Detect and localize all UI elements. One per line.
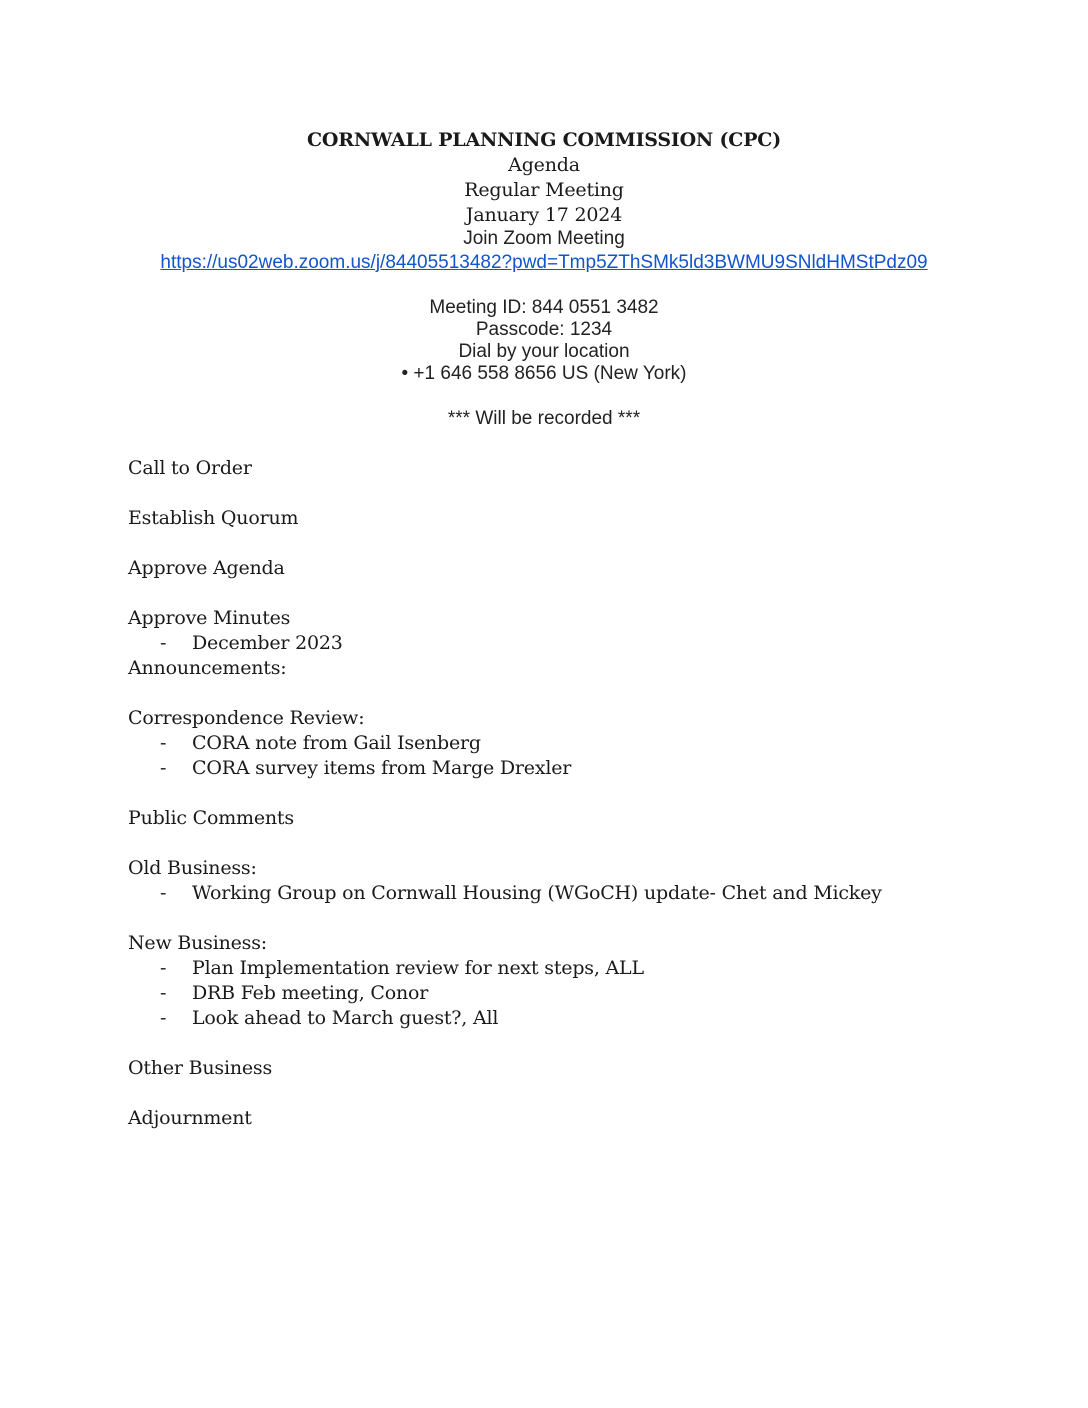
agenda-correspondence-review: Correspondence Review:	[128, 707, 365, 729]
agenda-public-comments: Public Comments	[128, 807, 294, 829]
list-item: - Look ahead to March guest?, All	[160, 1007, 499, 1029]
passcode: Passcode: 1234	[475, 319, 613, 340]
approve-minutes-list	[128, 631, 1028, 656]
zoom-meeting-link[interactable]: https://us02web.zoom.us/j/84405513482?pwd=Tmp5ZThSMk5ld3BWMU9SNldHMStPdz09	[160, 252, 928, 273]
meeting-type: Regular Meeting	[464, 179, 624, 201]
agenda-header	[0, 128, 1088, 430]
zoom-label: Join Zoom Meeting	[463, 228, 625, 249]
dash-bullet: -	[160, 957, 167, 979]
agenda-old-business: Old Business:	[128, 857, 257, 879]
agenda-new-business: New Business:	[128, 932, 267, 954]
agenda-adjournment: Adjournment	[128, 1107, 252, 1129]
commission-title: CORNWALL PLANNING COMMISSION (CPC)	[306, 129, 782, 151]
new-business-list	[128, 956, 1028, 1031]
dash-bullet: -	[160, 632, 167, 654]
list-item: - Working Group on Cornwall Housing (WGoCH) update- Chet and Mickey	[160, 882, 882, 904]
list-item: - CORA note from Gail Isenberg	[160, 732, 481, 754]
correspondence-list	[128, 731, 1028, 781]
recorded-note: *** Will be recorded ***	[447, 408, 641, 429]
dash-bullet: -	[160, 882, 167, 904]
dash-bullet: -	[160, 982, 167, 1004]
dash-bullet: -	[160, 1007, 167, 1029]
meeting-date: January 17 2024	[465, 204, 623, 226]
dash-bullet: -	[160, 732, 167, 754]
list-item: - December 2023	[160, 632, 343, 654]
agenda-other-business: Other Business	[128, 1057, 273, 1079]
dial-label: Dial by your location	[458, 341, 630, 362]
agenda-call-to-order: Call to Order	[128, 457, 252, 479]
agenda-announcements: Announcements:	[128, 657, 287, 679]
list-item: - Plan Implementation review for next steps, ALL	[160, 957, 644, 979]
dash-bullet: -	[160, 757, 167, 779]
old-business-list	[128, 881, 1028, 906]
document-subtitle: Agenda	[508, 154, 580, 176]
agenda-establish-quorum: Establish Quorum	[128, 507, 299, 529]
meeting-id: Meeting ID: 844 0551 3482	[429, 297, 659, 318]
agenda-approve-agenda: Approve Agenda	[128, 557, 285, 579]
list-item: - DRB Feb meeting, Conor	[160, 982, 429, 1004]
agenda-approve-minutes: Approve Minutes	[128, 607, 291, 629]
list-item: - CORA survey items from Marge Drexler	[160, 757, 572, 779]
dial-number: • +1 646 558 8656 US (New York)	[401, 363, 687, 384]
agenda-list	[128, 456, 1028, 1131]
